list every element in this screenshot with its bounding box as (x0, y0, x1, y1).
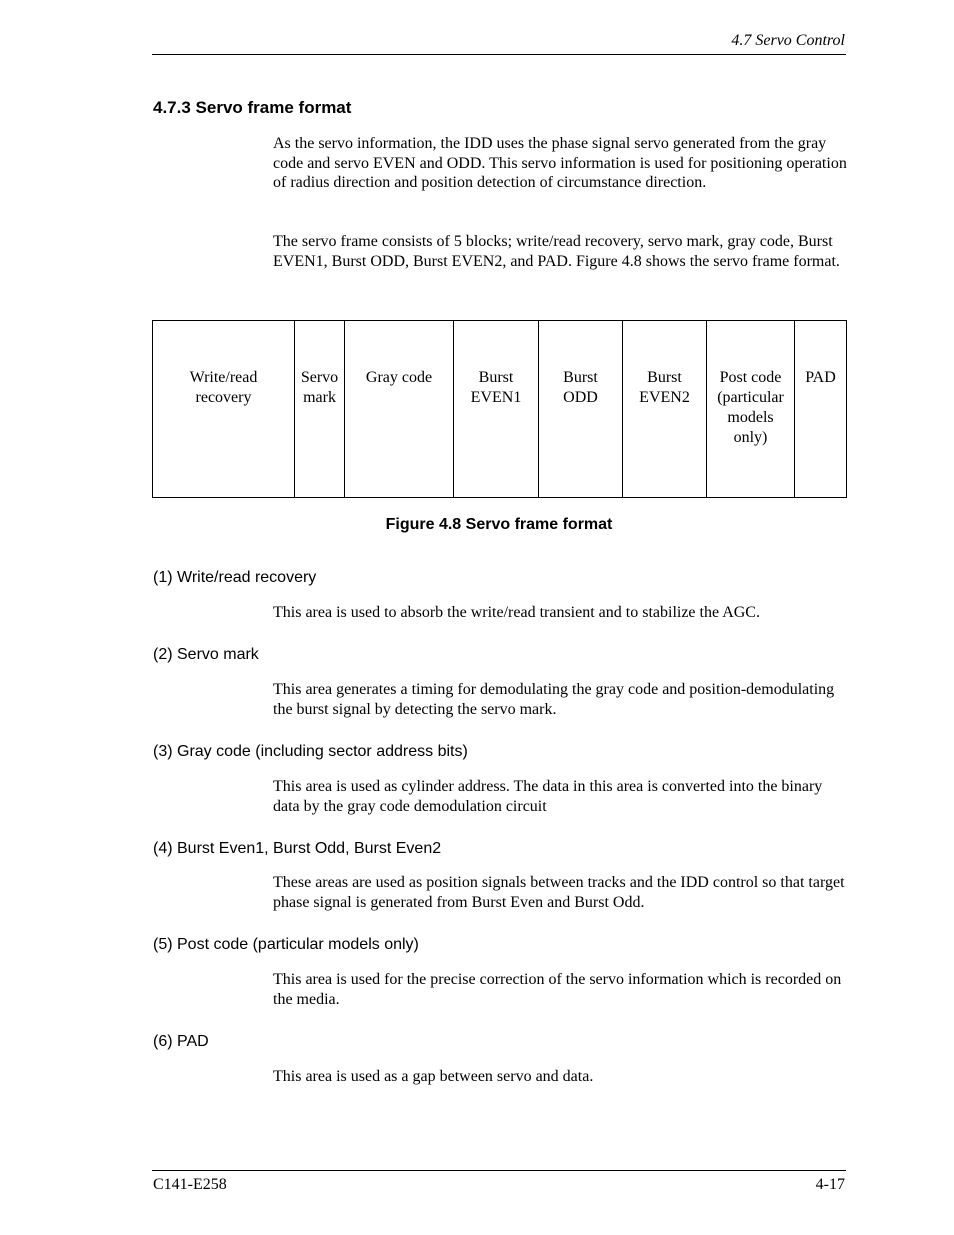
footer-page-number: 4-17 (815, 1176, 845, 1193)
frame-cell-burst-even1: Burst EVEN1 (454, 321, 539, 498)
section-heading: 4.7.3 Servo frame format (153, 98, 352, 117)
item-heading-write-read-recovery: (1) Write/read recovery (153, 569, 317, 586)
header-rule (152, 54, 846, 55)
frame-cell-write-read-recovery: Write/read recovery (153, 321, 295, 498)
item-heading-burst: (4) Burst Even1, Burst Odd, Burst Even2 (153, 840, 442, 857)
item-body-write-read-recovery: This area is used to absorb the write/read transient and to stabilize the AGC. (273, 604, 760, 621)
item-body-post-code: This area is used for the precise correction of the servo information which is recorded on the media. (273, 971, 842, 1008)
item-heading-servo-mark: (2) Servo mark (153, 646, 259, 663)
frame-cell-gray-code: Gray code (345, 321, 454, 498)
frame-cell-pad: PAD (795, 321, 847, 498)
item-body-burst: These areas are used as position signals between tracks and the IDD control so that target phase signal is generated from Burst Even and Burst Odd. (273, 874, 845, 911)
footer-doc-number: C141-E258 (153, 1176, 227, 1193)
footer-rule (152, 1170, 846, 1171)
servo-frame-diagram (152, 320, 847, 498)
item-heading-pad: (6) PAD (153, 1033, 209, 1050)
item-heading-post-code: (5) Post code (particular models only) (153, 936, 419, 953)
frame-cell-servo-mark: Servo mark (295, 321, 345, 498)
item-body-gray-code: This area is used as cylinder address. The data in this area is converted into the binary data by the gray code demodulation circuit (273, 778, 823, 815)
item-body-pad: This area is used as a gap between servo and data. (273, 1068, 594, 1085)
item-body-servo-mark: This area generates a timing for demodulating the gray code and position-demodulating the burst signal by detecting the servo mark. (273, 681, 835, 718)
frame-cell-burst-odd: Burst ODD (539, 321, 623, 498)
frame-cell-post-code: Post code (particular models only) (707, 321, 795, 498)
intro-paragraph-2: The servo frame consists of 5 blocks; write/read recovery, servo mark, gray code, Burst EVEN1, Burst ODD, Burst EVEN2, and PAD. Figure 4.8 shows the servo frame format. (273, 233, 840, 270)
running-header: 4.7 Servo Control (731, 32, 845, 49)
frame-cell-burst-even2: Burst EVEN2 (623, 321, 707, 498)
intro-paragraph-1: As the servo information, the IDD uses the phase signal servo generated from the gray code and servo EVEN and ODD. This servo information is used for positioning operation of radius direction and position detection of circumstance direction. (273, 135, 847, 192)
figure-caption: Figure 4.8 Servo frame format (385, 516, 613, 533)
item-heading-gray-code: (3) Gray code (including sector address bits) (153, 743, 468, 760)
